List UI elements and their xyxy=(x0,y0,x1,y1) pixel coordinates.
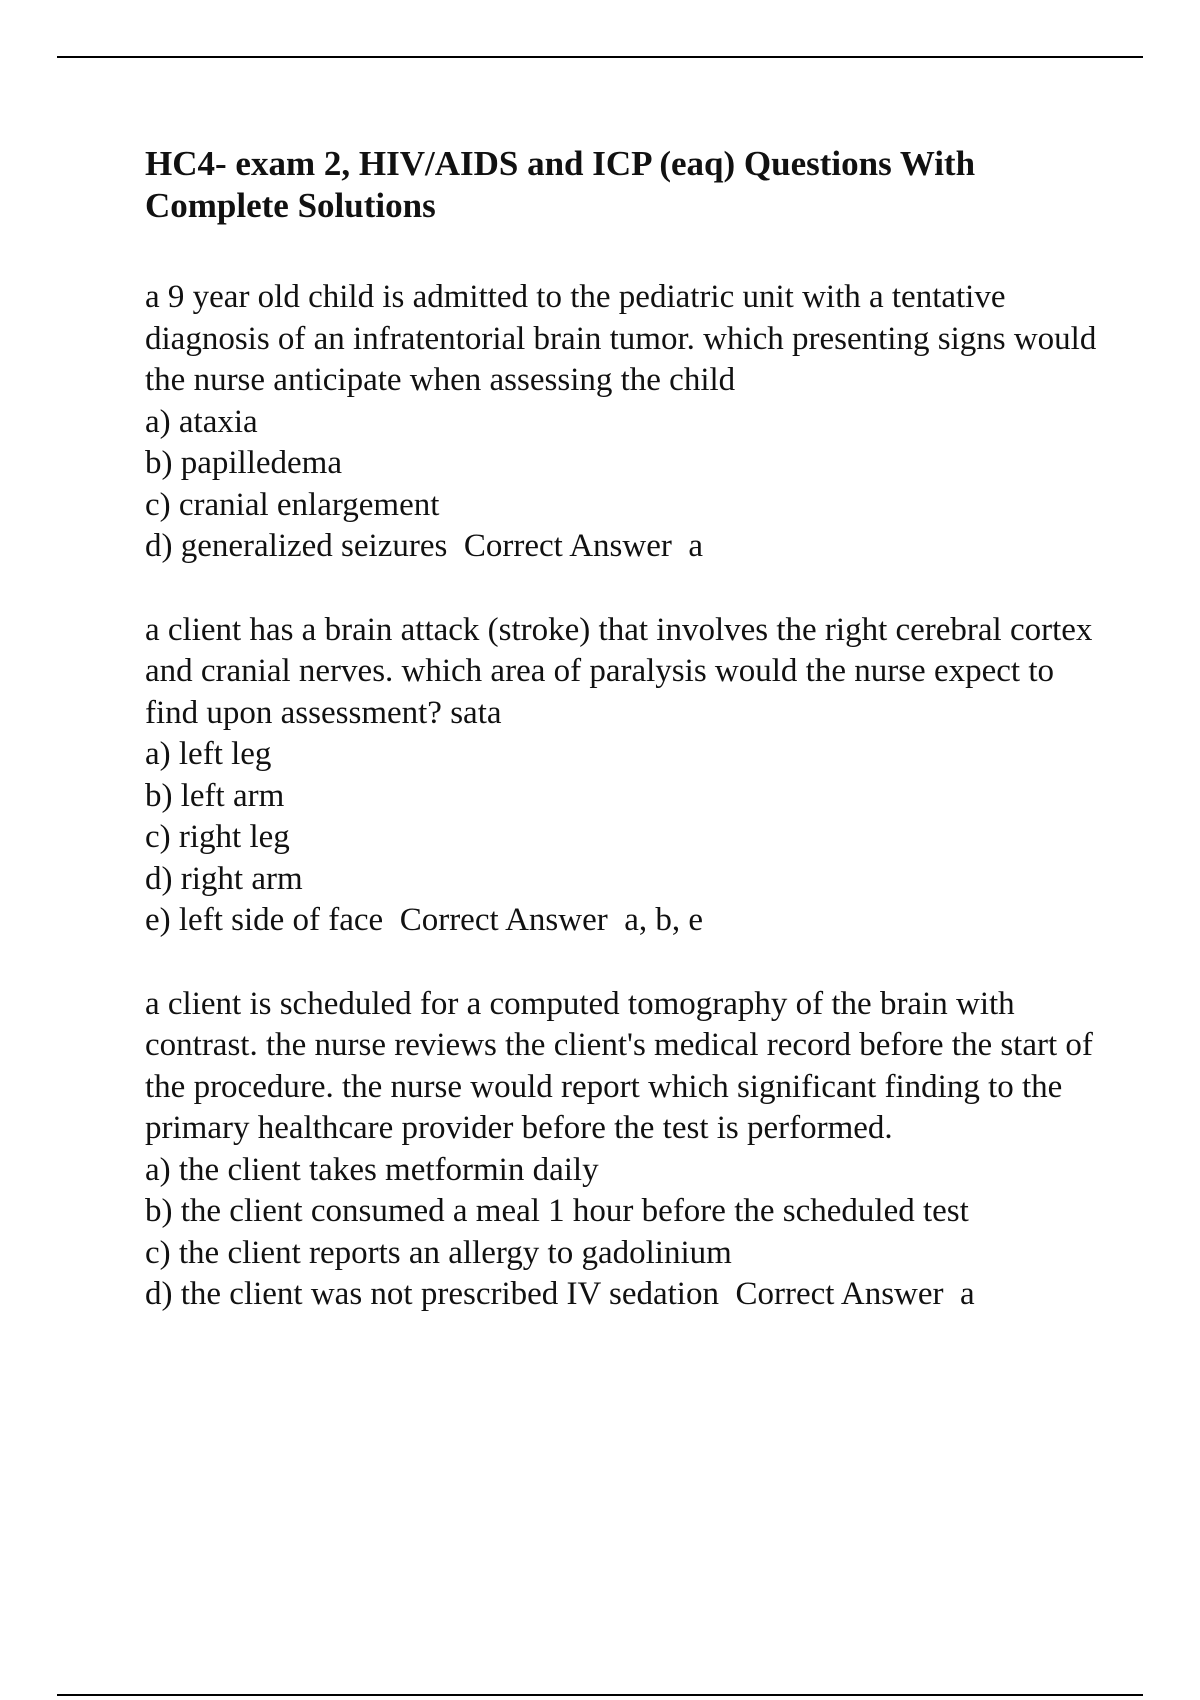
question-3-option-a: a) the client takes metformin daily xyxy=(145,1151,599,1188)
question-1-option-d-with-answer xyxy=(145,526,1105,568)
question-3-options xyxy=(145,1150,1105,1316)
question-3-option-d: d) the client was not prescribed IV sedation xyxy=(145,1276,719,1312)
question-2-stem: a client has a brain attack (stroke) that involves the right cerebral cortex and cranial nerves. which area of paralysis would the nurse expect to find upon assessment? sata xyxy=(145,611,1093,731)
question-3-option-c: c) the client reports an allergy to gadolinium xyxy=(145,1234,732,1271)
question-1-option-c: c) cranial enlargement xyxy=(145,486,440,523)
question-2-option-e-with-answer xyxy=(145,900,1105,942)
document-title: HC4- exam 2, HIV/AIDS and ICP (eaq) Questions With Complete Solutions xyxy=(145,144,976,225)
question-2-option-d: d) right arm xyxy=(145,860,303,897)
document-body xyxy=(145,143,1105,1358)
question-1-option-d: d) generalized seizures xyxy=(145,528,448,564)
question-3-correct-answer: Correct Answer a xyxy=(718,1276,975,1312)
question-1-options xyxy=(145,402,1105,568)
question-2-correct-answer: Correct Answer a, b, e xyxy=(383,902,704,938)
question-3 xyxy=(145,984,1105,1316)
bottom-divider xyxy=(57,1694,1143,1696)
question-1-option-a: a) ataxia xyxy=(145,403,258,440)
question-1 xyxy=(145,277,1105,568)
question-3-option-d-with-answer xyxy=(145,1274,1105,1316)
top-divider xyxy=(57,56,1143,58)
question-3-stem: a client is scheduled for a computed tomography of the brain with contrast. the nurse reviews the client's medical record before the start of the procedure. the nurse would report which significant finding to the primary healthcare provider before the test is performed. xyxy=(145,985,1093,1146)
question-2-option-a: a) left leg xyxy=(145,736,272,772)
question-2-option-e: e) left side of face xyxy=(145,902,384,938)
question-1-option-b: b) papilledema xyxy=(145,445,343,481)
question-2-option-c: c) right leg xyxy=(145,819,290,855)
question-1-correct-answer: Correct Answer a xyxy=(447,528,704,564)
question-2 xyxy=(145,610,1105,942)
question-2-options xyxy=(145,734,1105,942)
question-2-option-b: b) left arm xyxy=(145,777,285,814)
question-1-stem: a 9 year old child is admitted to the pediatric unit with a tentative diagnosis of an infratentorial brain tumor. which presenting signs would the nurse anticipate when assessing the child xyxy=(145,279,1097,398)
question-3-option-b: b) the client consumed a meal 1 hour before the scheduled test xyxy=(145,1193,969,1229)
